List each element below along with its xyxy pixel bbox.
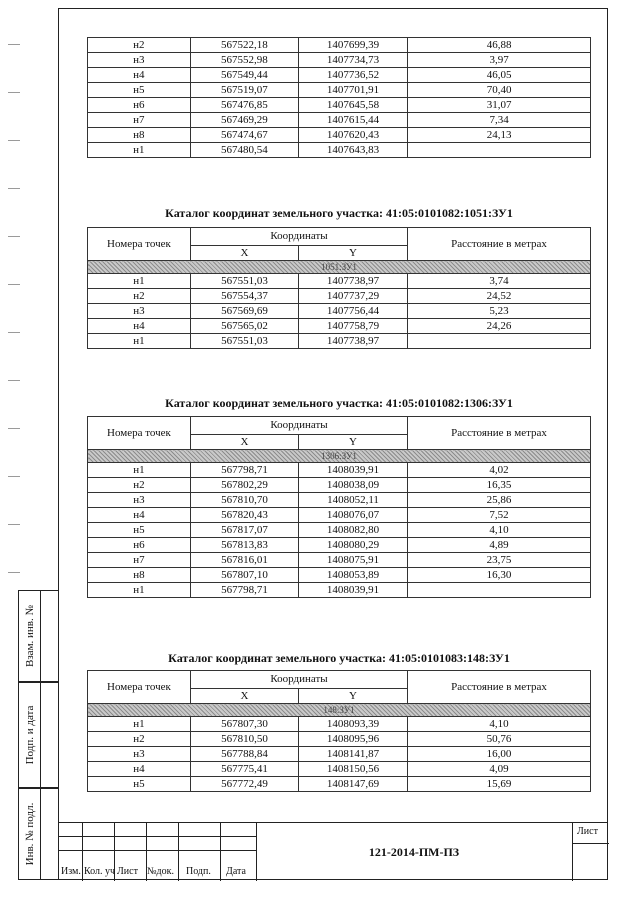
x-cell: 567775,41	[190, 762, 298, 777]
table-row	[88, 98, 591, 113]
y-cell: 1408147,69	[298, 777, 407, 792]
y-cell: 1407737,29	[298, 289, 407, 304]
table-row	[88, 83, 591, 98]
zone-band: 1306:ЗУ1	[88, 450, 591, 463]
y-cell: 1408075,91	[298, 553, 407, 568]
distance-cell: 7,52	[408, 508, 591, 523]
point-cell: н6	[88, 538, 191, 553]
table-body	[88, 463, 591, 598]
x-cell: 567798,71	[190, 463, 298, 478]
x-cell: 567772,49	[190, 777, 298, 792]
distance-cell: 5,23	[408, 304, 591, 319]
point-cell: н3	[88, 747, 191, 762]
y-cell: 1407620,43	[298, 128, 407, 143]
x-cell: 567788,84	[190, 747, 298, 762]
x-cell: 567522,18	[190, 38, 298, 53]
stamp-data: Дата	[226, 866, 246, 877]
y-cell: 1407734,73	[298, 53, 407, 68]
y-cell: 1408039,91	[298, 463, 407, 478]
x-cell: 567807,30	[190, 717, 298, 732]
y-cell: 1408095,96	[298, 732, 407, 747]
point-cell: н5	[88, 83, 191, 98]
distance-cell: 25,86	[408, 493, 591, 508]
table-row	[88, 493, 591, 508]
header-x: X	[190, 435, 298, 450]
coord-table-continued	[87, 37, 591, 158]
distance-cell: 3,97	[408, 53, 591, 68]
y-cell: 1408082,80	[298, 523, 407, 538]
x-cell: 567551,03	[190, 334, 298, 349]
x-cell: 567551,03	[190, 274, 298, 289]
distance-cell	[408, 143, 591, 158]
point-cell: н1	[88, 143, 191, 158]
y-cell: 1407756,44	[298, 304, 407, 319]
x-cell: 567476,85	[190, 98, 298, 113]
distance-cell: 3,74	[408, 274, 591, 289]
distance-cell: 24,13	[408, 128, 591, 143]
y-cell: 1407758,79	[298, 319, 407, 334]
y-cell: 1407701,91	[298, 83, 407, 98]
distance-cell: 23,75	[408, 553, 591, 568]
table-row	[88, 38, 591, 53]
table-row	[88, 113, 591, 128]
section-title-1306: Каталог координат земельного участка: 41:05:0101082:1306:ЗУ1	[165, 396, 513, 410]
distance-cell	[408, 334, 591, 349]
distance-cell	[408, 583, 591, 598]
distance-cell: 46,88	[408, 38, 591, 53]
x-cell: 567469,29	[190, 113, 298, 128]
distance-cell: 46,05	[408, 68, 591, 83]
point-cell: н7	[88, 553, 191, 568]
table-row	[88, 538, 591, 553]
point-cell: н4	[88, 319, 191, 334]
x-cell: 567519,07	[190, 83, 298, 98]
sheet-label: Лист	[577, 826, 598, 837]
side-label-vzam: Взам. инв. №	[23, 605, 36, 667]
stamp-ndok: №док.	[147, 866, 174, 877]
table-row	[88, 762, 591, 777]
table-row	[88, 289, 591, 304]
distance-cell: 50,76	[408, 732, 591, 747]
point-cell: н3	[88, 493, 191, 508]
point-cell: н6	[88, 98, 191, 113]
table-row	[88, 583, 591, 598]
table-row	[88, 274, 591, 289]
point-cell: н2	[88, 732, 191, 747]
distance-cell: 31,07	[408, 98, 591, 113]
point-cell: н4	[88, 508, 191, 523]
y-cell: 1407645,58	[298, 98, 407, 113]
x-cell: 567817,07	[190, 523, 298, 538]
header-coords: Координаты	[190, 228, 407, 246]
x-cell: 567807,10	[190, 568, 298, 583]
point-cell: н3	[88, 53, 191, 68]
header-y: Y	[298, 435, 407, 450]
x-cell: 567549,44	[190, 68, 298, 83]
distance-cell: 16,35	[408, 478, 591, 493]
point-cell: н2	[88, 38, 191, 53]
x-cell: 567802,29	[190, 478, 298, 493]
table-row	[88, 53, 591, 68]
table-row	[88, 128, 591, 143]
side-box-podp	[18, 682, 58, 788]
table-row	[88, 553, 591, 568]
x-cell: 567480,54	[190, 143, 298, 158]
point-cell: н1	[88, 463, 191, 478]
header-distance: Расстояние в метрах	[408, 671, 591, 704]
coord-table-1051	[87, 227, 591, 349]
point-cell: н1	[88, 717, 191, 732]
title-block	[58, 822, 608, 880]
y-cell: 1407738,97	[298, 334, 407, 349]
side-box-vzam	[18, 590, 58, 682]
point-cell: н2	[88, 289, 191, 304]
point-cell: н2	[88, 478, 191, 493]
stamp-podp: Подп.	[186, 866, 211, 877]
y-cell: 1408141,87	[298, 747, 407, 762]
x-cell: 567798,71	[190, 583, 298, 598]
distance-cell: 4,02	[408, 463, 591, 478]
point-cell: н4	[88, 762, 191, 777]
point-cell: н3	[88, 304, 191, 319]
header-points: Номера точек	[88, 417, 191, 450]
distance-cell: 4,10	[408, 717, 591, 732]
section-title-148: Каталог координат земельного участка: 41:05:0101083:148:ЗУ1	[168, 651, 510, 665]
y-cell: 1408038,09	[298, 478, 407, 493]
table-body	[88, 38, 591, 158]
y-cell: 1408052,11	[298, 493, 407, 508]
header-x: X	[190, 689, 298, 704]
header-points: Номера точек	[88, 671, 191, 704]
table-row	[88, 143, 591, 158]
y-cell: 1408093,39	[298, 717, 407, 732]
table-row	[88, 747, 591, 762]
distance-cell: 16,00	[408, 747, 591, 762]
x-cell: 567569,69	[190, 304, 298, 319]
point-cell: н1	[88, 583, 191, 598]
table-body	[88, 717, 591, 792]
sheet-box	[572, 823, 608, 881]
y-cell: 1407736,52	[298, 68, 407, 83]
x-cell: 567474,67	[190, 128, 298, 143]
y-cell: 1408053,89	[298, 568, 407, 583]
y-cell: 1407615,44	[298, 113, 407, 128]
side-label-podp: Подп. и дата	[23, 705, 36, 765]
point-cell: н7	[88, 113, 191, 128]
table-row	[88, 319, 591, 334]
header-y: Y	[298, 246, 407, 261]
point-cell: н8	[88, 128, 191, 143]
zone-band: 1051:ЗУ1	[88, 261, 591, 274]
table-row	[88, 68, 591, 83]
table-row	[88, 304, 591, 319]
table-row	[88, 523, 591, 538]
x-cell: 567565,02	[190, 319, 298, 334]
distance-cell: 70,40	[408, 83, 591, 98]
stamp-izm: Изм.	[61, 866, 81, 877]
x-cell: 567552,98	[190, 53, 298, 68]
distance-cell: 4,10	[408, 523, 591, 538]
point-cell: н1	[88, 274, 191, 289]
x-cell: 567810,50	[190, 732, 298, 747]
distance-cell: 4,89	[408, 538, 591, 553]
x-cell: 567810,70	[190, 493, 298, 508]
coord-table-148	[87, 670, 591, 792]
header-distance: Расстояние в метрах	[408, 417, 591, 450]
stamp-kol: Кол. уч	[84, 866, 116, 877]
table-row	[88, 717, 591, 732]
coord-table-1306	[87, 416, 591, 598]
distance-cell: 24,26	[408, 319, 591, 334]
header-coords: Координаты	[190, 417, 407, 435]
y-cell: 1408080,29	[298, 538, 407, 553]
point-cell: н5	[88, 523, 191, 538]
y-cell: 1408076,07	[298, 508, 407, 523]
x-cell: 567816,01	[190, 553, 298, 568]
header-points: Номера точек	[88, 228, 191, 261]
y-cell: 1407738,97	[298, 274, 407, 289]
y-cell: 1407699,39	[298, 38, 407, 53]
point-cell: н5	[88, 777, 191, 792]
table-row	[88, 463, 591, 478]
x-cell: 567820,43	[190, 508, 298, 523]
table-row	[88, 777, 591, 792]
y-cell: 1408039,91	[298, 583, 407, 598]
distance-cell: 7,34	[408, 113, 591, 128]
table-row	[88, 732, 591, 747]
table-row	[88, 508, 591, 523]
table-body	[88, 274, 591, 349]
distance-cell: 24,52	[408, 289, 591, 304]
distance-cell: 4,09	[408, 762, 591, 777]
point-cell: н8	[88, 568, 191, 583]
side-label-inv: Инв. № подл.	[23, 802, 36, 866]
x-cell: 567813,83	[190, 538, 298, 553]
header-y: Y	[298, 689, 407, 704]
distance-cell: 16,30	[408, 568, 591, 583]
side-box-inv	[18, 788, 58, 880]
table-row	[88, 478, 591, 493]
header-coords: Координаты	[190, 671, 407, 689]
stamp-list: Лист	[117, 866, 138, 877]
point-cell: н4	[88, 68, 191, 83]
distance-cell: 15,69	[408, 777, 591, 792]
table-row	[88, 334, 591, 349]
header-x: X	[190, 246, 298, 261]
header-distance: Расстояние в метрах	[408, 228, 591, 261]
y-cell: 1407643,83	[298, 143, 407, 158]
zone-band: 148:ЗУ1	[88, 704, 591, 717]
section-title-1051: Каталог координат земельного участка: 41:05:0101082:1051:ЗУ1	[165, 206, 513, 220]
document-number: 121-2014-ПМ-ПЗ	[368, 844, 460, 859]
x-cell: 567554,37	[190, 289, 298, 304]
y-cell: 1408150,56	[298, 762, 407, 777]
table-row	[88, 568, 591, 583]
point-cell: н1	[88, 334, 191, 349]
